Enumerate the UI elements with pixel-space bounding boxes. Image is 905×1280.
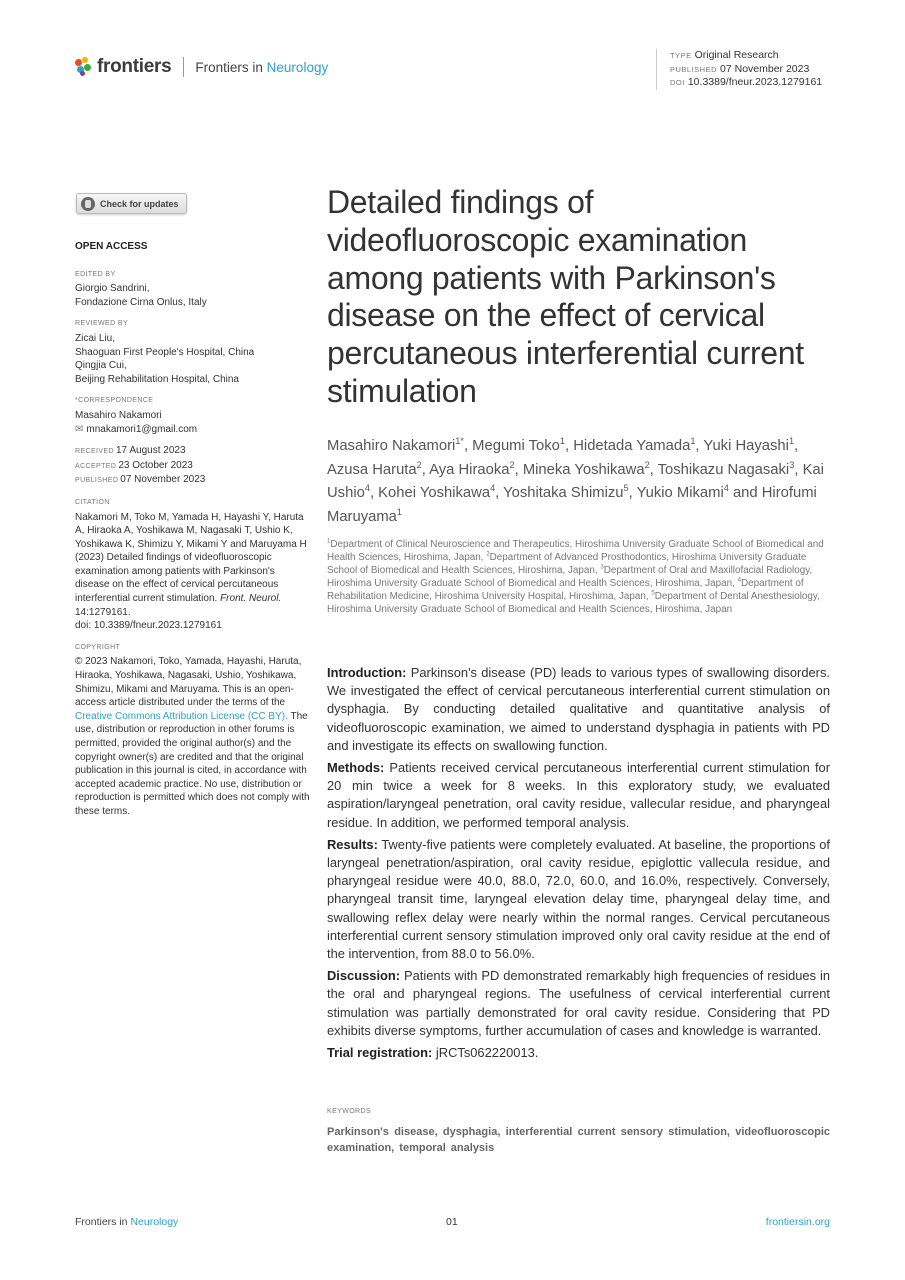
affiliation-mark: 3	[600, 563, 604, 571]
author	[573, 438, 695, 454]
meta-doi	[670, 76, 822, 90]
copyright	[75, 641, 310, 819]
reviewed-by-label: REVIEWED BY	[75, 320, 129, 328]
author-affiliation-mark: 4	[490, 483, 496, 494]
author-affiliation-mark: 5	[623, 483, 629, 494]
author	[327, 438, 464, 454]
author-affiliation-mark: 2	[509, 459, 515, 470]
footer-journal-accent: Neurology	[130, 1216, 179, 1228]
meta-published	[670, 63, 822, 77]
copyright-terms: The use, distribution or reproduction in other forums is permitted, provided the original author(s) and the copyright owner(s) are credited and that the original publication in this journal is cited, in accordance with accepted academic practice. No use, distribution or reproduction is permitted which does not comply with these terms.	[75, 710, 310, 817]
meta-published-value: 07 November 2023	[720, 62, 810, 75]
citation-journal: Front. Neurol.	[220, 593, 282, 605]
author	[503, 485, 628, 501]
published-value: 07 November 2023	[120, 474, 206, 486]
abstract	[327, 664, 830, 1066]
accepted-label: ACCEPTED	[75, 462, 117, 470]
author-name: Yoshitaka Shimizu	[503, 485, 624, 501]
author-affiliation-mark: 4	[723, 483, 729, 494]
affiliation-mark: 2	[486, 550, 490, 558]
journal-prefix: Frontiers in	[195, 59, 263, 75]
author-affiliation-mark: 4	[364, 483, 370, 494]
envelope-icon: ✉	[75, 423, 84, 435]
meta-type	[670, 49, 822, 63]
page-number: 01	[446, 1216, 458, 1228]
author	[657, 459, 795, 478]
check-updates-icon	[81, 197, 95, 211]
check-for-updates-button[interactable]	[76, 193, 187, 214]
citation-body: Nakamori M, Toko M, Yamada H, Hayashi Y, Haruta A, Hiraoka A, Yoshikawa M, Nagasaki T, Ushio K, Yoshikawa K, Shimizu Y, Mikami Y and Maruyama H (2023) Detailed findings of videofluoroscopic examination among patients with Parkinson's disease on the effect of cervical percutaneous interferential current stimulation.	[75, 511, 307, 605]
author-affiliation-mark: 1	[788, 436, 795, 447]
meta-type-value: Original Research	[694, 49, 779, 61]
published-label: PUBLISHED	[75, 477, 119, 485]
author	[637, 485, 729, 501]
logo-divider	[183, 57, 184, 77]
author-affiliation-mark: 1*	[455, 436, 464, 447]
journal-name	[195, 60, 328, 75]
author-name: Aya Hiraoka	[429, 461, 510, 478]
received-value: 17 August 2023	[116, 445, 186, 457]
author	[522, 459, 650, 478]
author-affiliation-mark: 1	[559, 436, 565, 447]
affiliation-mark: 5	[651, 590, 655, 598]
reviewer-affiliation: Shaoguan First People's Hospital, China	[75, 346, 255, 358]
author-affiliation-mark: 1	[690, 436, 696, 447]
editor-name: Giorgio Sandrini,	[75, 283, 150, 295]
open-access-label: OPEN ACCESS	[75, 241, 148, 252]
affiliation-text: Department of Oral and Maxillofacial Radiology, Hiroshima University Graduate School of Biomedical and Health Sciences, Hiroshima, Japan,	[327, 565, 813, 590]
license-link[interactable]: Creative Commons Attribution License (CC BY).	[75, 710, 288, 722]
author-affiliation-mark: 2	[416, 459, 422, 470]
journal-accent: Neurology	[266, 59, 329, 75]
author	[429, 459, 515, 478]
author-name: Kai Ushio	[327, 461, 824, 501]
reviewer-name: Zicai Liu,	[75, 332, 116, 344]
citation-volume: 14:1279161.	[75, 606, 131, 618]
editor-affiliation: Fondazione Cirna Onlus, Italy	[75, 296, 207, 308]
results-label: Results:	[327, 836, 378, 852]
footer-site-link[interactable]: frontiersin.org	[765, 1216, 830, 1228]
meta-type-label: TYPE	[670, 51, 692, 60]
frontiers-logo-icon	[75, 57, 93, 77]
methods-text: Patients received cervical percutaneous interferential current stimulation for 20 min twice a week for 8 weeks. In this exploratory study, we evaluated aspiration/laryngeal penetration, oral cavity residue, vallecular residue, and pharyngeal residue. In addition, we performed temporal analysis.	[327, 760, 830, 830]
article-title: Detailed findings of videofluoroscopic examination among patients with Parkinson's disease on the effect of cervical percutaneous interferential current stimulation	[327, 184, 804, 409]
author-name: Hirofumi Maruyama	[327, 485, 817, 525]
author	[378, 485, 495, 501]
published-date	[75, 473, 310, 488]
introduction-label: Introduction:	[327, 665, 407, 680]
author	[703, 438, 794, 454]
affiliation-text: Department of Dental Anesthesiology, Hiroshima University Graduate School of Biomedical and Health Sciences, Hiroshima, Japan	[327, 591, 820, 616]
received-label: RECEIVED	[75, 448, 114, 456]
citation-label: CITATION	[75, 498, 110, 506]
author-name: Hidetada Yamada	[573, 438, 691, 454]
reviewer-name: Qingjia Cui,	[75, 360, 127, 372]
author-name: Yukio Mikami	[636, 485, 724, 501]
results-text: Twenty-five patients were completely evaluated. At baseline, the proportions of laryngeal penetration/aspiration, oral cavity residue, epiglottic vallecula residue, and pharyngeal residue were 40.0, 88.0, 72.0, 60.0, and 16.0%, respectively. Conversely, pharyngeal transit time, laryngeal elevation delay time, pharyngeal delay time, and swallowing reflex delay were nearly within the normal ranges. Cervical percutaneous interferential current sensory stimulation improved only oral cavity residue at the end of the intervention, from 88.0 to 56.0%.	[327, 836, 830, 962]
copyright-body: © 2023 Nakamori, Toko, Yamada, Hayashi, Haruta, Hiraoka, Yoshikawa, Nagasaki, Ushio, Yoshikawa, Shimizu, Mikami and Maruyama. This is an open-access article distributed under the terms of the	[75, 656, 302, 709]
meta-doi-value[interactable]: 10.3389/fneur.2023.1279161	[687, 76, 823, 88]
author-name: Mineka Yoshikawa	[522, 461, 645, 478]
meta-doi-label: DOI	[670, 78, 685, 87]
author-name: Masahiro Nakamori	[327, 438, 456, 454]
citation	[75, 496, 310, 633]
correspondence-email-line	[75, 423, 310, 437]
citation-doi[interactable]: doi: 10.3389/fneur.2023.1279161	[75, 620, 222, 632]
affiliations	[327, 538, 832, 617]
affiliation-text: Department of Rehabilitation Medicine, Hiroshima University Hospital, Hiroshima, Japan,	[327, 578, 804, 603]
author-name: Kohei Yoshikawa	[378, 485, 491, 501]
author-name: Azusa Haruta	[327, 461, 417, 478]
introduction-text: Parkinson's disease (PD) leads to various types of swallowing disorders. We investigated the effect of cervical percutaneous interferential current stimulation on dysphagia. By conducting detailed qualitative and quantitative analysis of videofluoroscopic examination, we aimed to understand dysphagia in patients with PD and investigate its effects on swallowing function.	[327, 665, 830, 753]
check-updates-label: Check for updates	[100, 198, 179, 209]
article-meta	[656, 49, 822, 90]
abstract-discussion	[327, 967, 830, 1040]
affiliation-text: Department of Advanced Prosthodontics, Hiroshima University Graduate School of Biomedical and Health Sciences, Hiroshima, Japan,	[327, 552, 807, 577]
reviewed-by	[75, 317, 310, 386]
footer-journal-prefix: Frontiers in	[75, 1216, 128, 1228]
footer-journal[interactable]	[75, 1216, 178, 1228]
edited-by-label: EDITED BY	[75, 270, 116, 278]
author-affiliation-mark: 3	[789, 459, 795, 470]
discussion-text: Patients with PD demonstrated remarkably high frequencies of residues in the oral and pharyngeal regions. The usefulness of cervical interferential current stimulation was partially demonstrated for oral cavity residue. Considering that PD exhibits diverse symptoms, further accumulation of cases and knowledge is warranted.	[327, 968, 830, 1038]
copyright-label: COPYRIGHT	[75, 643, 121, 651]
accepted-value: 23 October 2023	[118, 459, 193, 471]
affiliation-mark: 4	[737, 576, 741, 584]
author-name: Toshikazu Nagasaki	[657, 461, 790, 478]
received-date	[75, 444, 310, 459]
discussion-label: Discussion:	[327, 968, 401, 984]
author-name: Yuki Hayashi	[703, 438, 789, 454]
abstract-trial	[327, 1044, 830, 1062]
methods-label: Methods:	[327, 760, 385, 776]
abstract-results	[327, 836, 830, 963]
abstract-methods	[327, 759, 830, 832]
abstract-introduction	[327, 664, 830, 755]
author	[327, 459, 422, 478]
author	[472, 438, 565, 454]
keywords: Parkinson's disease, dysphagia, interferential current sensory stimulation, videofluoroscopic examination, temporal analysis	[327, 1126, 830, 1154]
affiliation-mark: 1	[327, 537, 331, 545]
affiliation-text: Department of Clinical Neuroscience and Therapeutics, Hiroshima University Graduate School of Biomedical and Health Sciences, Hiroshima, Japan,	[327, 539, 824, 564]
edited-by	[75, 268, 310, 310]
citation-text	[75, 511, 310, 633]
accepted-date	[75, 459, 310, 474]
journal-logo[interactable]	[75, 56, 328, 78]
sidebar	[75, 240, 310, 827]
trial-label: Trial registration:	[327, 1045, 433, 1061]
article-dates	[75, 444, 310, 488]
trial-text: jRCTs062220013.	[435, 1045, 539, 1061]
author-list: Masahiro Nakamori$^{1*}$, Megumi Toko$^1$, Hidetada Yamada$^1$, Yuki Hayashi$^1$, Azusa Haruta$^2$, Aya Hiraoka$^2$, Mineka Yoshikawa$^2$, Toshikazu Nagasaki$^3$, Kai Ushio$^4$, Kohei Yoshikawa$^4$, Yoshitaka Shimizu$^5$, Yukio Mikami$^4$ and Hirofumi Maruyama$^1$	[327, 436, 824, 525]
brand-name: frontiers	[97, 56, 172, 77]
correspondence-name: Masahiro Nakamori	[75, 409, 162, 421]
correspondence-email[interactable]: mnakamori1@gmail.com	[86, 423, 198, 435]
correspondence	[75, 394, 310, 436]
keywords-label: KEYWORDS	[327, 1108, 372, 1115]
author-affiliation-mark: 1	[396, 506, 402, 517]
author-affiliation-mark: 2	[644, 459, 650, 470]
meta-published-label: PUBLISHED	[670, 64, 718, 74]
author-name: Megumi Toko	[472, 438, 560, 454]
reviewer-affiliation: Beijing Rehabilitation Hospital, China	[75, 373, 239, 385]
correspondence-label: *CORRESPONDENCE	[75, 397, 154, 405]
copyright-text	[75, 655, 310, 818]
